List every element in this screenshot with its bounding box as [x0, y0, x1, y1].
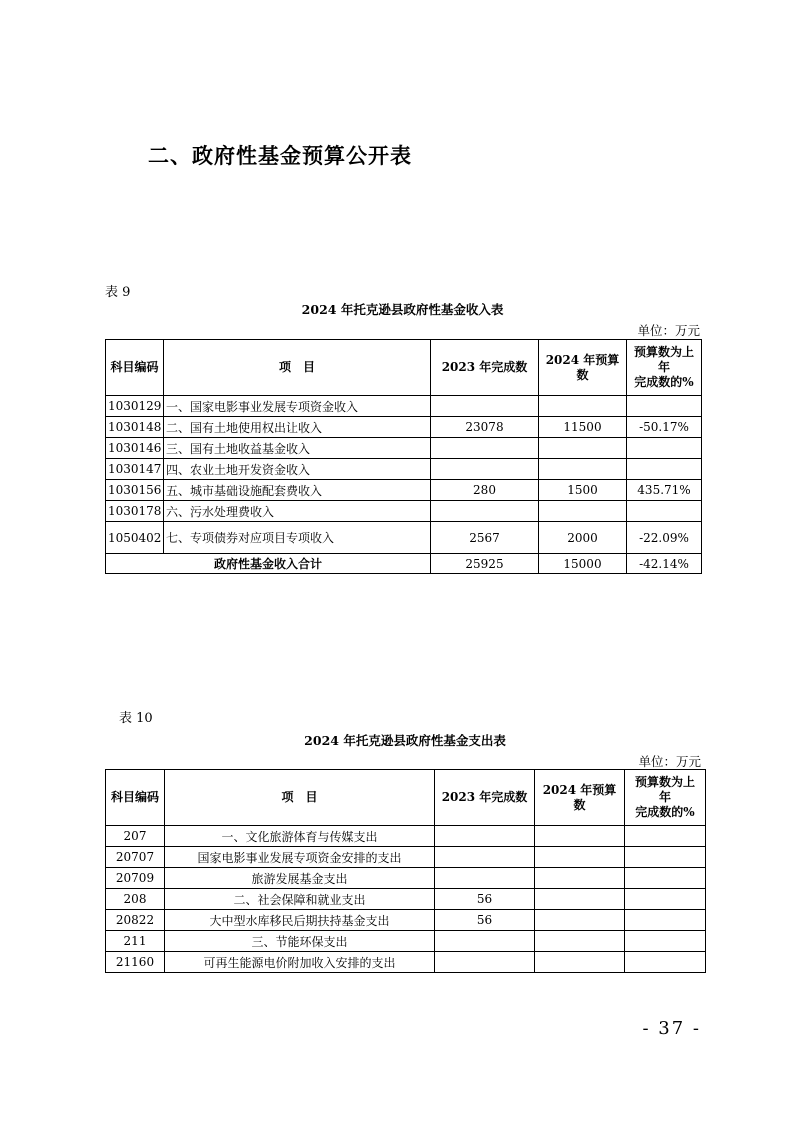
cell-item: 六、污水处理费收入	[164, 501, 431, 522]
cell-2024	[539, 438, 627, 459]
cell-code: 20707	[106, 847, 165, 868]
cell-2024	[535, 910, 625, 931]
cell-2023: 56	[435, 889, 535, 910]
page-number: - 37 -	[642, 1018, 701, 1039]
table9	[105, 339, 702, 574]
header-2024: 2024 年预算数	[539, 340, 627, 396]
cell-2023	[435, 952, 535, 973]
cell-pct	[627, 396, 702, 417]
header-code: 科目编码	[106, 770, 165, 826]
cell-item: 一、国家电影事业发展专项资金收入	[164, 396, 431, 417]
table10	[105, 769, 706, 973]
cell-pct	[625, 868, 706, 889]
header-code: 科目编码	[106, 340, 164, 396]
cell-2023: 23078	[431, 417, 539, 438]
cell-2023	[431, 396, 539, 417]
cell-2024	[539, 501, 627, 522]
cell-code: 1030146	[106, 438, 164, 459]
cell-code: 1030129	[106, 396, 164, 417]
cell-2023	[435, 931, 535, 952]
header-2024: 2024 年预算数	[535, 770, 625, 826]
cell-pct	[625, 931, 706, 952]
cell-2024: 11500	[539, 417, 627, 438]
cell-2023	[435, 847, 535, 868]
table-row	[106, 459, 702, 480]
table-row	[106, 396, 702, 417]
cell-pct	[625, 952, 706, 973]
table10-unit: 单位：万元	[638, 754, 701, 769]
cell-2023: 2567	[431, 522, 539, 554]
cell-item: 二、国有土地使用权出让收入	[164, 417, 431, 438]
cell-pct	[625, 826, 706, 847]
cell-2024	[539, 459, 627, 480]
cell-2024: 2000	[539, 522, 627, 554]
table-row	[106, 952, 706, 973]
section-heading: 二、政府性基金预算公开表	[148, 144, 412, 168]
table-row	[106, 438, 702, 459]
cell-2023: 280	[431, 480, 539, 501]
cell-2024	[535, 847, 625, 868]
table9-label: 表 9	[105, 285, 131, 300]
cell-pct	[627, 501, 702, 522]
table9-header-row	[106, 340, 702, 396]
cell-item: 三、国有土地收益基金收入	[164, 438, 431, 459]
cell-code: 207	[106, 826, 165, 847]
header-2023: 2023 年完成数	[435, 770, 535, 826]
total-2024: 15000	[539, 554, 627, 574]
table-row	[106, 847, 706, 868]
table-row	[106, 889, 706, 910]
table-row	[106, 826, 706, 847]
cell-2024	[535, 826, 625, 847]
cell-item: 七、专项债券对应项目专项收入	[164, 522, 431, 554]
cell-code: 1030148	[106, 417, 164, 438]
cell-item: 四、农业土地开发资金收入	[164, 459, 431, 480]
table10-title: 2024 年托克逊县政府性基金支出表	[304, 733, 506, 748]
table9-title: 2024 年托克逊县政府性基金收入表	[301, 302, 504, 317]
cell-code: 20709	[106, 868, 165, 889]
total-pct: -42.14%	[627, 554, 702, 574]
cell-item: 三、节能环保支出	[165, 931, 435, 952]
cell-item: 五、城市基础设施配套费收入	[164, 480, 431, 501]
cell-2023: 56	[435, 910, 535, 931]
cell-pct	[625, 847, 706, 868]
cell-code: 1030178	[106, 501, 164, 522]
cell-item: 一、文化旅游体育与传媒支出	[165, 826, 435, 847]
cell-pct	[625, 910, 706, 931]
cell-2023	[431, 459, 539, 480]
cell-2024	[535, 889, 625, 910]
cell-2024	[535, 868, 625, 889]
table-row	[106, 522, 702, 554]
table-row	[106, 480, 702, 501]
cell-2023	[435, 868, 535, 889]
header-pct: 预算数为上 年 完成数的%	[627, 340, 702, 396]
cell-code: 208	[106, 889, 165, 910]
cell-pct: -22.09%	[627, 522, 702, 554]
header-pct: 预算数为上 年 完成数的%	[625, 770, 706, 826]
table9-unit: 单位：万元	[637, 323, 700, 338]
cell-code: 1030156	[106, 480, 164, 501]
cell-pct	[627, 438, 702, 459]
cell-2024	[539, 396, 627, 417]
table9-total-row	[106, 554, 702, 574]
cell-2024	[535, 931, 625, 952]
cell-pct	[627, 459, 702, 480]
table-row	[106, 417, 702, 438]
cell-code: 20822	[106, 910, 165, 931]
cell-pct	[625, 889, 706, 910]
table10-label: 表 10	[119, 711, 153, 726]
header-item: 项 目	[164, 340, 431, 396]
header-item: 项 目	[165, 770, 435, 826]
cell-pct: -50.17%	[627, 417, 702, 438]
cell-code: 1050402	[106, 522, 164, 554]
cell-item: 国家电影事业发展专项资金安排的支出	[165, 847, 435, 868]
cell-code: 211	[106, 931, 165, 952]
table-row	[106, 931, 706, 952]
cell-2023	[431, 501, 539, 522]
total-label: 政府性基金收入合计	[106, 554, 431, 574]
cell-2023	[435, 826, 535, 847]
cell-2024: 1500	[539, 480, 627, 501]
total-2023: 25925	[431, 554, 539, 574]
cell-item: 大中型水库移民后期扶持基金支出	[165, 910, 435, 931]
cell-code: 21160	[106, 952, 165, 973]
cell-pct: 435.71%	[627, 480, 702, 501]
cell-item: 旅游发展基金支出	[165, 868, 435, 889]
table-row	[106, 868, 706, 889]
cell-item: 二、社会保障和就业支出	[165, 889, 435, 910]
table10-header-row	[106, 770, 706, 826]
header-2023: 2023 年完成数	[431, 340, 539, 396]
table-row	[106, 910, 706, 931]
cell-item: 可再生能源电价附加收入安排的支出	[165, 952, 435, 973]
table-row	[106, 501, 702, 522]
cell-code: 1030147	[106, 459, 164, 480]
cell-2024	[535, 952, 625, 973]
cell-2023	[431, 438, 539, 459]
